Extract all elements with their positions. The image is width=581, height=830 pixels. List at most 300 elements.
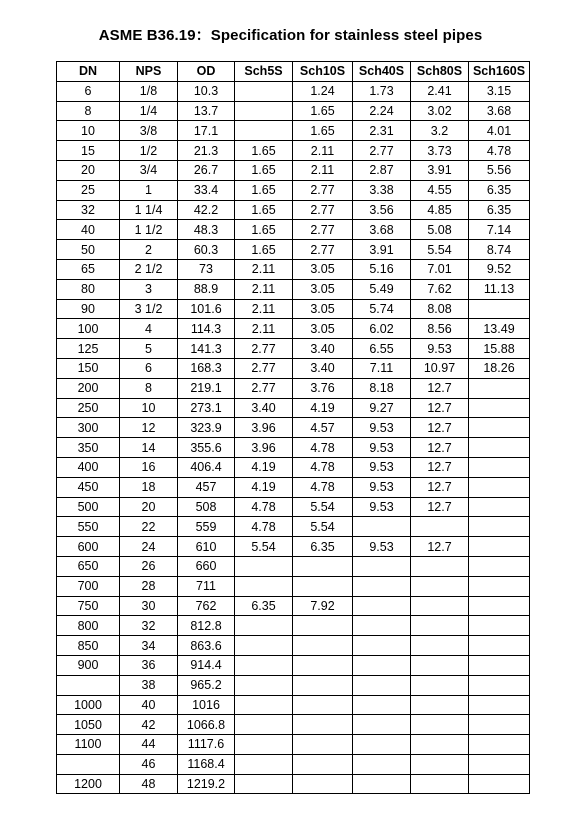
- cell-sch160s: 18.26: [469, 358, 530, 378]
- cell-sch5s: 1.65: [235, 141, 293, 161]
- cell-od: 914.4: [178, 655, 235, 675]
- cell-nps: 26: [120, 556, 178, 576]
- cell-sch40s: 7.11: [353, 358, 411, 378]
- table-row: [57, 378, 530, 398]
- cell-sch40s: 9.53: [353, 497, 411, 517]
- cell-sch80s: 7.62: [411, 279, 469, 299]
- table-row: [57, 754, 530, 774]
- cell-dn: 750: [57, 596, 120, 616]
- cell-sch10s: 1.65: [293, 101, 353, 121]
- cell-sch160s: [469, 477, 530, 497]
- cell-sch10s: 2.77: [293, 220, 353, 240]
- cell-nps: 40: [120, 695, 178, 715]
- cell-sch10s: [293, 576, 353, 596]
- cell-sch160s: 13.49: [469, 319, 530, 339]
- cell-sch5s: [235, 576, 293, 596]
- cell-sch160s: [469, 299, 530, 319]
- cell-sch80s: 12.7: [411, 497, 469, 517]
- cell-sch5s: [235, 655, 293, 675]
- table-row: [57, 200, 530, 220]
- cell-dn: 50: [57, 240, 120, 260]
- cell-sch5s: [235, 616, 293, 636]
- cell-sch5s: 3.96: [235, 418, 293, 438]
- cell-nps: 28: [120, 576, 178, 596]
- cell-sch40s: [353, 715, 411, 735]
- cell-sch40s: [353, 556, 411, 576]
- table-row: [57, 121, 530, 141]
- cell-sch40s: 3.56: [353, 200, 411, 220]
- table-row: [57, 576, 530, 596]
- cell-dn: 200: [57, 378, 120, 398]
- cell-nps: 48: [120, 774, 178, 794]
- cell-dn: 150: [57, 358, 120, 378]
- header-sch40s: Sch40S: [353, 62, 411, 82]
- table-row: [57, 81, 530, 101]
- cell-sch10s: 3.76: [293, 378, 353, 398]
- cell-sch10s: 2.77: [293, 180, 353, 200]
- table-row: [57, 358, 530, 378]
- cell-sch80s: 9.53: [411, 339, 469, 359]
- cell-od: 660: [178, 556, 235, 576]
- cell-nps: 8: [120, 378, 178, 398]
- table-row: [57, 438, 530, 458]
- cell-sch160s: 4.01: [469, 121, 530, 141]
- cell-dn: 400: [57, 457, 120, 477]
- cell-dn: 850: [57, 636, 120, 656]
- cell-nps: 38: [120, 675, 178, 695]
- cell-sch160s: [469, 378, 530, 398]
- cell-sch5s: 4.78: [235, 517, 293, 537]
- cell-sch40s: 9.53: [353, 457, 411, 477]
- cell-nps: 5: [120, 339, 178, 359]
- cell-sch40s: [353, 774, 411, 794]
- cell-od: 48.3: [178, 220, 235, 240]
- cell-sch80s: [411, 576, 469, 596]
- cell-nps: 10: [120, 398, 178, 418]
- cell-sch160s: [469, 774, 530, 794]
- cell-sch10s: 3.05: [293, 279, 353, 299]
- cell-sch5s: [235, 556, 293, 576]
- cell-sch160s: [469, 517, 530, 537]
- cell-dn: 1200: [57, 774, 120, 794]
- table-row: [57, 517, 530, 537]
- cell-sch80s: [411, 517, 469, 537]
- table-row: [57, 141, 530, 161]
- cell-sch10s: 3.05: [293, 259, 353, 279]
- cell-dn: 600: [57, 537, 120, 557]
- cell-sch5s: [235, 675, 293, 695]
- cell-nps: 2: [120, 240, 178, 260]
- cell-sch5s: 2.77: [235, 358, 293, 378]
- header-sch80s: Sch80S: [411, 62, 469, 82]
- cell-sch80s: [411, 715, 469, 735]
- cell-dn: 800: [57, 616, 120, 636]
- cell-sch40s: 2.31: [353, 121, 411, 141]
- cell-sch40s: 9.53: [353, 537, 411, 557]
- cell-sch5s: [235, 81, 293, 101]
- cell-sch160s: [469, 398, 530, 418]
- cell-sch10s: 4.19: [293, 398, 353, 418]
- cell-sch5s: 2.11: [235, 259, 293, 279]
- cell-nps: 3 1/2: [120, 299, 178, 319]
- cell-sch160s: [469, 576, 530, 596]
- cell-sch10s: 2.77: [293, 240, 353, 260]
- cell-sch5s: 1.65: [235, 160, 293, 180]
- cell-sch5s: 1.65: [235, 200, 293, 220]
- cell-od: 863.6: [178, 636, 235, 656]
- cell-dn: 300: [57, 418, 120, 438]
- cell-sch40s: 9.53: [353, 418, 411, 438]
- cell-sch10s: 1.24: [293, 81, 353, 101]
- cell-sch160s: [469, 497, 530, 517]
- cell-sch5s: [235, 636, 293, 656]
- cell-nps: 2 1/2: [120, 259, 178, 279]
- table-row: [57, 259, 530, 279]
- cell-sch160s: 8.74: [469, 240, 530, 260]
- cell-sch80s: [411, 655, 469, 675]
- cell-sch40s: [353, 596, 411, 616]
- cell-sch10s: [293, 556, 353, 576]
- cell-sch160s: [469, 715, 530, 735]
- cell-dn: 350: [57, 438, 120, 458]
- cell-sch10s: 6.35: [293, 537, 353, 557]
- cell-od: 33.4: [178, 180, 235, 200]
- table-row: [57, 319, 530, 339]
- cell-sch5s: 3.40: [235, 398, 293, 418]
- cell-sch5s: 4.19: [235, 457, 293, 477]
- cell-dn: 40: [57, 220, 120, 240]
- cell-od: 42.2: [178, 200, 235, 220]
- cell-sch80s: [411, 636, 469, 656]
- cell-sch10s: 2.11: [293, 160, 353, 180]
- cell-sch40s: 3.68: [353, 220, 411, 240]
- cell-sch40s: 9.27: [353, 398, 411, 418]
- cell-nps: 6: [120, 358, 178, 378]
- cell-sch80s: 8.56: [411, 319, 469, 339]
- cell-nps: 34: [120, 636, 178, 656]
- cell-sch10s: [293, 735, 353, 755]
- cell-od: 168.3: [178, 358, 235, 378]
- cell-od: 1219.2: [178, 774, 235, 794]
- cell-od: 610: [178, 537, 235, 557]
- cell-sch40s: 2.87: [353, 160, 411, 180]
- header-sch5s: Sch5S: [235, 62, 293, 82]
- cell-dn: 10: [57, 121, 120, 141]
- cell-sch160s: 15.88: [469, 339, 530, 359]
- cell-sch5s: 2.11: [235, 279, 293, 299]
- cell-sch10s: [293, 754, 353, 774]
- cell-od: 1066.8: [178, 715, 235, 735]
- cell-dn: [57, 675, 120, 695]
- cell-od: 273.1: [178, 398, 235, 418]
- cell-od: 406.4: [178, 457, 235, 477]
- cell-sch10s: 1.65: [293, 121, 353, 141]
- cell-sch160s: [469, 596, 530, 616]
- cell-sch160s: 3.68: [469, 101, 530, 121]
- cell-sch80s: 7.01: [411, 259, 469, 279]
- cell-dn: 32: [57, 200, 120, 220]
- cell-sch160s: [469, 457, 530, 477]
- cell-dn: 500: [57, 497, 120, 517]
- cell-sch40s: 2.24: [353, 101, 411, 121]
- cell-sch160s: [469, 418, 530, 438]
- cell-sch5s: [235, 735, 293, 755]
- cell-sch10s: 4.78: [293, 457, 353, 477]
- table-row: [57, 339, 530, 359]
- cell-dn: 100: [57, 319, 120, 339]
- cell-sch5s: [235, 754, 293, 774]
- cell-sch80s: 4.55: [411, 180, 469, 200]
- cell-nps: 46: [120, 754, 178, 774]
- header-dn: DN: [57, 62, 120, 82]
- cell-sch40s: [353, 735, 411, 755]
- cell-nps: 14: [120, 438, 178, 458]
- cell-sch160s: [469, 695, 530, 715]
- cell-sch10s: 3.05: [293, 319, 353, 339]
- table-row: [57, 655, 530, 675]
- cell-sch5s: 2.77: [235, 339, 293, 359]
- cell-sch160s: [469, 537, 530, 557]
- cell-sch5s: 1.65: [235, 180, 293, 200]
- cell-dn: 80: [57, 279, 120, 299]
- cell-od: 711: [178, 576, 235, 596]
- cell-od: 141.3: [178, 339, 235, 359]
- cell-sch160s: [469, 735, 530, 755]
- cell-dn: 900: [57, 655, 120, 675]
- cell-dn: 1000: [57, 695, 120, 715]
- cell-od: 1016: [178, 695, 235, 715]
- cell-sch5s: 1.65: [235, 220, 293, 240]
- cell-sch80s: 3.91: [411, 160, 469, 180]
- table-row: [57, 636, 530, 656]
- table-body: [57, 81, 530, 794]
- cell-sch40s: 8.18: [353, 378, 411, 398]
- cell-nps: 16: [120, 457, 178, 477]
- cell-nps: 1 1/4: [120, 200, 178, 220]
- table-row: [57, 477, 530, 497]
- cell-sch40s: 3.38: [353, 180, 411, 200]
- cell-sch80s: [411, 675, 469, 695]
- cell-sch5s: 4.78: [235, 497, 293, 517]
- cell-od: 10.3: [178, 81, 235, 101]
- table-row: [57, 457, 530, 477]
- table-row: [57, 675, 530, 695]
- table-row: [57, 596, 530, 616]
- cell-dn: 550: [57, 517, 120, 537]
- cell-od: 457: [178, 477, 235, 497]
- cell-sch80s: 12.7: [411, 457, 469, 477]
- cell-sch5s: [235, 715, 293, 735]
- cell-sch10s: 3.40: [293, 358, 353, 378]
- cell-nps: 1: [120, 180, 178, 200]
- table-row: [57, 556, 530, 576]
- cell-nps: 3: [120, 279, 178, 299]
- cell-sch80s: 12.7: [411, 438, 469, 458]
- cell-dn: 25: [57, 180, 120, 200]
- cell-sch40s: 6.02: [353, 319, 411, 339]
- table-row: [57, 497, 530, 517]
- table-row: [57, 695, 530, 715]
- cell-sch160s: 6.35: [469, 200, 530, 220]
- cell-sch10s: [293, 636, 353, 656]
- cell-sch40s: 3.91: [353, 240, 411, 260]
- header-sch10s: Sch10S: [293, 62, 353, 82]
- cell-od: 73: [178, 259, 235, 279]
- cell-dn: 8: [57, 101, 120, 121]
- cell-sch40s: 2.77: [353, 141, 411, 161]
- cell-sch40s: 9.53: [353, 438, 411, 458]
- cell-sch80s: [411, 735, 469, 755]
- cell-sch80s: [411, 695, 469, 715]
- cell-sch160s: 5.56: [469, 160, 530, 180]
- cell-sch80s: 4.85: [411, 200, 469, 220]
- table-row: [57, 299, 530, 319]
- pipe-spec-table: [56, 61, 530, 794]
- cell-sch5s: 4.19: [235, 477, 293, 497]
- header-od: OD: [178, 62, 235, 82]
- table-row: [57, 398, 530, 418]
- cell-sch160s: [469, 754, 530, 774]
- cell-dn: 15: [57, 141, 120, 161]
- cell-sch40s: 9.53: [353, 477, 411, 497]
- table-row: [57, 180, 530, 200]
- header-sch160s: Sch160S: [469, 62, 530, 82]
- cell-dn: 450: [57, 477, 120, 497]
- cell-nps: 1/2: [120, 141, 178, 161]
- cell-sch10s: 4.78: [293, 438, 353, 458]
- cell-sch80s: 12.7: [411, 378, 469, 398]
- table-row: [57, 715, 530, 735]
- cell-nps: 3/8: [120, 121, 178, 141]
- cell-sch5s: [235, 101, 293, 121]
- cell-nps: 44: [120, 735, 178, 755]
- cell-sch80s: 8.08: [411, 299, 469, 319]
- page-title: ASME B36.19：Specification for stainless steel pipes: [98, 27, 483, 44]
- cell-od: 17.1: [178, 121, 235, 141]
- cell-sch10s: [293, 774, 353, 794]
- cell-sch5s: 2.77: [235, 378, 293, 398]
- cell-sch5s: 2.11: [235, 319, 293, 339]
- cell-sch40s: 5.49: [353, 279, 411, 299]
- cell-sch80s: 3.73: [411, 141, 469, 161]
- cell-sch80s: 12.7: [411, 418, 469, 438]
- cell-nps: 1/8: [120, 81, 178, 101]
- cell-dn: 650: [57, 556, 120, 576]
- cell-sch40s: 5.74: [353, 299, 411, 319]
- cell-nps: 32: [120, 616, 178, 636]
- table-header-row: [57, 62, 530, 82]
- cell-dn: 6: [57, 81, 120, 101]
- cell-od: 965.2: [178, 675, 235, 695]
- cell-nps: 4: [120, 319, 178, 339]
- cell-od: 26.7: [178, 160, 235, 180]
- cell-sch160s: 4.78: [469, 141, 530, 161]
- cell-sch80s: 12.7: [411, 398, 469, 418]
- cell-sch10s: [293, 675, 353, 695]
- cell-sch160s: [469, 655, 530, 675]
- cell-od: 508: [178, 497, 235, 517]
- cell-od: 1168.4: [178, 754, 235, 774]
- cell-sch10s: [293, 616, 353, 636]
- cell-sch5s: [235, 774, 293, 794]
- cell-od: 101.6: [178, 299, 235, 319]
- cell-sch40s: [353, 636, 411, 656]
- cell-sch160s: [469, 616, 530, 636]
- cell-od: 114.3: [178, 319, 235, 339]
- cell-nps: 1 1/2: [120, 220, 178, 240]
- cell-sch10s: [293, 715, 353, 735]
- cell-dn: 700: [57, 576, 120, 596]
- cell-sch80s: 12.7: [411, 537, 469, 557]
- cell-nps: 36: [120, 655, 178, 675]
- cell-sch40s: [353, 576, 411, 596]
- cell-dn: 125: [57, 339, 120, 359]
- cell-dn: 90: [57, 299, 120, 319]
- cell-od: 812.8: [178, 616, 235, 636]
- cell-sch80s: [411, 774, 469, 794]
- cell-nps: 24: [120, 537, 178, 557]
- table-row: [57, 537, 530, 557]
- cell-sch160s: [469, 556, 530, 576]
- cell-sch5s: 2.11: [235, 299, 293, 319]
- cell-sch160s: 11.13: [469, 279, 530, 299]
- header-nps: NPS: [120, 62, 178, 82]
- cell-sch5s: 3.96: [235, 438, 293, 458]
- cell-sch40s: [353, 655, 411, 675]
- cell-sch40s: [353, 517, 411, 537]
- cell-sch40s: [353, 754, 411, 774]
- cell-sch80s: 3.02: [411, 101, 469, 121]
- cell-nps: 3/4: [120, 160, 178, 180]
- cell-nps: 12: [120, 418, 178, 438]
- cell-sch10s: [293, 695, 353, 715]
- cell-sch40s: 5.16: [353, 259, 411, 279]
- table-row: [57, 240, 530, 260]
- cell-od: 1117.6: [178, 735, 235, 755]
- cell-sch10s: 4.57: [293, 418, 353, 438]
- cell-dn: [57, 754, 120, 774]
- cell-nps: 42: [120, 715, 178, 735]
- cell-sch80s: 12.7: [411, 477, 469, 497]
- cell-od: 13.7: [178, 101, 235, 121]
- cell-nps: 18: [120, 477, 178, 497]
- cell-sch10s: 7.92: [293, 596, 353, 616]
- cell-od: 355.6: [178, 438, 235, 458]
- cell-od: 88.9: [178, 279, 235, 299]
- table-row: [57, 220, 530, 240]
- cell-sch160s: [469, 438, 530, 458]
- cell-od: 219.1: [178, 378, 235, 398]
- table-row: [57, 101, 530, 121]
- table-row: [57, 735, 530, 755]
- cell-sch160s: [469, 636, 530, 656]
- cell-od: 60.3: [178, 240, 235, 260]
- cell-sch160s: 7.14: [469, 220, 530, 240]
- cell-sch40s: 1.73: [353, 81, 411, 101]
- cell-dn: 1100: [57, 735, 120, 755]
- cell-dn: 1050: [57, 715, 120, 735]
- cell-sch160s: [469, 675, 530, 695]
- cell-nps: 30: [120, 596, 178, 616]
- table-row: [57, 279, 530, 299]
- cell-sch10s: 5.54: [293, 517, 353, 537]
- cell-sch5s: 6.35: [235, 596, 293, 616]
- cell-dn: 250: [57, 398, 120, 418]
- cell-sch80s: 2.41: [411, 81, 469, 101]
- cell-sch80s: [411, 616, 469, 636]
- cell-sch40s: 6.55: [353, 339, 411, 359]
- cell-sch5s: 1.65: [235, 240, 293, 260]
